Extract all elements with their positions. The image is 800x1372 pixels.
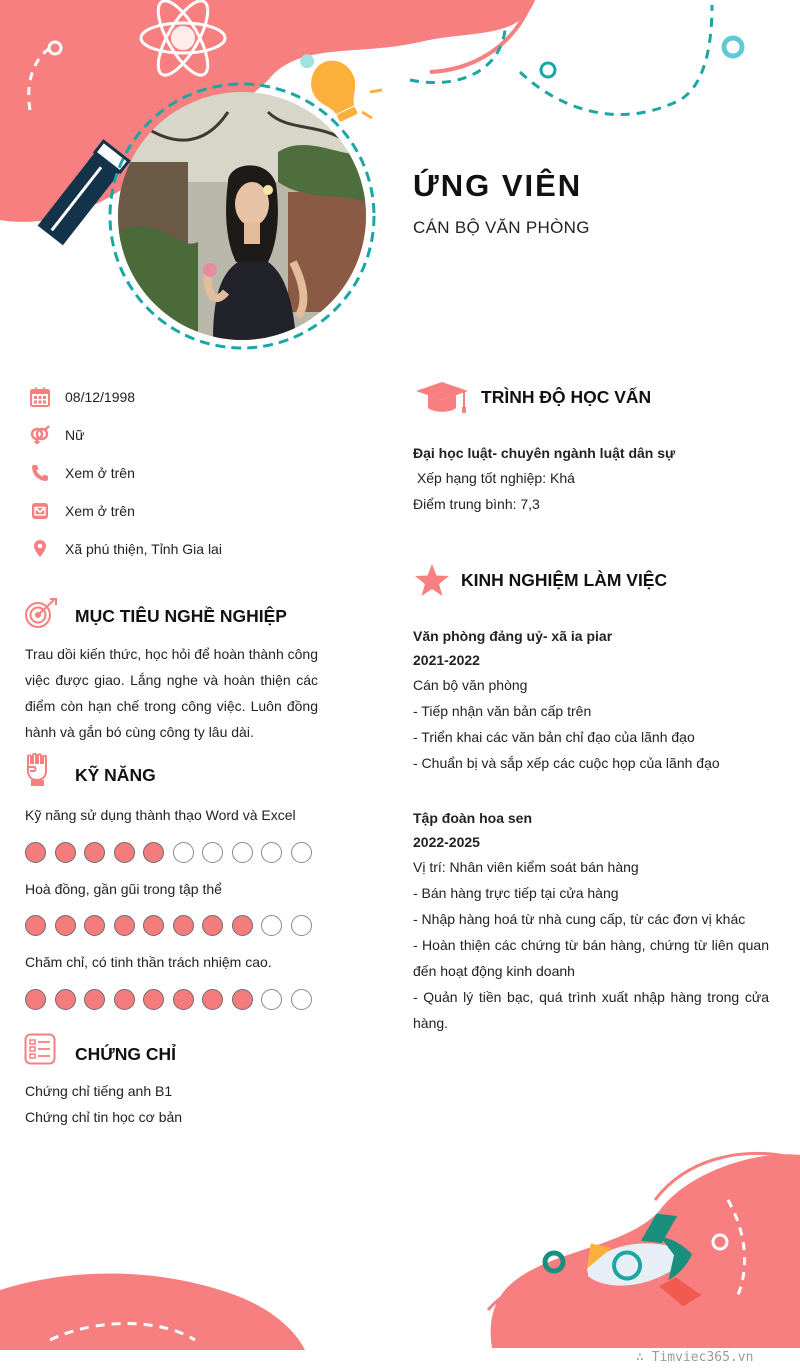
education-title: TRÌNH ĐỘ HỌC VẤN bbox=[481, 387, 652, 407]
rating-dot-filled bbox=[143, 842, 164, 863]
avatar bbox=[118, 92, 366, 340]
email-text: Xem ở trên bbox=[65, 503, 135, 519]
target-icon bbox=[24, 597, 58, 631]
rating-dot-filled bbox=[114, 915, 135, 936]
certificate-item: Chứng chỉ tiếng anh B1 bbox=[25, 1083, 173, 1099]
job-company: Tập đoàn hoa sen bbox=[413, 810, 533, 826]
certificates-title: CHỨNG CHỈ bbox=[75, 1044, 177, 1064]
watermark: ∴ Timviec365.vn bbox=[636, 1350, 754, 1365]
rating-dot-empty bbox=[261, 989, 282, 1010]
gender-icon bbox=[30, 425, 50, 445]
rating-dot-filled bbox=[25, 989, 46, 1010]
rating-dot-empty bbox=[202, 842, 223, 863]
email-icon bbox=[30, 501, 50, 521]
rating-dot-filled bbox=[84, 989, 105, 1010]
education-gpa: Điểm trung bình: 7,3 bbox=[413, 496, 540, 512]
rating-dot-empty bbox=[291, 989, 312, 1010]
job-period: 2021-2022 bbox=[413, 652, 480, 668]
job-duty: - Hoàn thiện các chứng từ bán hàng, chứng từ liên quan đến hoạt động kinh doanh bbox=[413, 937, 769, 979]
skill-label: Kỹ năng sử dụng thành thạo Word và Excel bbox=[25, 807, 296, 823]
skill-rating bbox=[25, 915, 312, 936]
rating-dot-filled bbox=[84, 915, 105, 936]
rating-dot-filled bbox=[232, 915, 253, 936]
rating-dot-filled bbox=[55, 842, 76, 863]
birthdate-text: 08/12/1998 bbox=[65, 389, 136, 405]
contact-phone bbox=[30, 461, 135, 485]
contact-email bbox=[30, 499, 135, 523]
education-rank: Xếp hạng tốt nghiệp: Khá bbox=[413, 470, 575, 486]
job-duty: - Triển khai các văn bản chỉ đạo của lãnh đạo bbox=[413, 729, 695, 745]
job-company: Văn phòng đảng uỷ- xã ia piar bbox=[413, 628, 613, 644]
job-duty: - Bán hàng trực tiếp tại cửa hàng bbox=[413, 885, 619, 901]
objective-text: Trau dồi kiến thức, học hỏi để hoàn thành công việc được giao. Lắng nghe và hoàn thiện các điểm còn hạn chế trong công việc. Luôn đồng hành và gắn bó cùng công ty lâu dài. bbox=[25, 646, 318, 740]
education-school: Đại học luật- chuyên ngành luật dân sự bbox=[413, 445, 676, 461]
rating-dot-filled bbox=[232, 989, 253, 1010]
rating-dot-filled bbox=[143, 989, 164, 1010]
rating-dot-filled bbox=[25, 842, 46, 863]
rating-dot-filled bbox=[173, 989, 194, 1010]
job-duty: - Quản lý tiền bạc, quá trình xuất nhập hàng trong cửa hàng. bbox=[413, 989, 769, 1031]
rating-dot-empty bbox=[291, 915, 312, 936]
skill-rating bbox=[25, 989, 312, 1010]
rating-dot-filled bbox=[114, 842, 135, 863]
address-text: Xã phú thiện, Tỉnh Gia lai bbox=[65, 541, 222, 557]
checklist-icon bbox=[24, 1033, 56, 1065]
rating-dot-empty bbox=[173, 842, 194, 863]
rating-dot-filled bbox=[55, 989, 76, 1010]
rating-dot-empty bbox=[261, 842, 282, 863]
fist-icon bbox=[24, 753, 50, 787]
phone-icon bbox=[30, 463, 50, 483]
rating-dot-filled bbox=[114, 989, 135, 1010]
contact-birthdate bbox=[30, 385, 136, 409]
skill-rating bbox=[25, 842, 312, 863]
calendar-icon bbox=[30, 387, 50, 407]
gender-text: Nữ bbox=[65, 427, 85, 443]
star-icon bbox=[414, 563, 450, 597]
contact-address bbox=[30, 537, 222, 561]
rating-dot-empty bbox=[261, 915, 282, 936]
rating-dot-filled bbox=[202, 989, 223, 1010]
candidate-name: ỨNG VIÊN bbox=[413, 168, 583, 203]
job-role: Vị trí: Nhân viên kiểm soát bán hàng bbox=[413, 859, 639, 875]
rating-dot-filled bbox=[55, 915, 76, 936]
graduation-cap-icon bbox=[414, 380, 470, 416]
phone-text: Xem ở trên bbox=[65, 465, 135, 481]
location-pin-icon bbox=[30, 539, 50, 559]
experience-title: KINH NGHIỆM LÀM VIỆC bbox=[461, 570, 668, 590]
skills-title: KỸ NĂNG bbox=[75, 765, 156, 785]
certificate-item: Chứng chỉ tin học cơ bản bbox=[25, 1109, 183, 1125]
candidate-position: CÁN BỘ VĂN PHÒNG bbox=[413, 218, 590, 237]
job-duty: - Chuẩn bị và sắp xếp các cuộc họp của lãnh đạo bbox=[413, 755, 720, 771]
job-duty: - Nhập hàng hoá từ nhà cung cấp, từ các đơn vị khác bbox=[413, 911, 746, 927]
skill-label: Chăm chỉ, có tinh thần trách nhiệm cao. bbox=[25, 954, 272, 970]
job-role: Cán bộ văn phòng bbox=[413, 677, 528, 693]
rating-dot-filled bbox=[173, 915, 194, 936]
job-duty: - Tiếp nhận văn bản cấp trên bbox=[413, 703, 592, 719]
objective-title: MỤC TIÊU NGHỀ NGHIỆP bbox=[75, 606, 287, 626]
job-period: 2022-2025 bbox=[413, 834, 480, 850]
skill-label: Hoà đồng, gần gũi trong tập thể bbox=[25, 881, 222, 897]
rating-dot-filled bbox=[143, 915, 164, 936]
contact-gender bbox=[30, 423, 85, 447]
rating-dot-filled bbox=[25, 915, 46, 936]
rating-dot-filled bbox=[84, 842, 105, 863]
rating-dot-empty bbox=[291, 842, 312, 863]
rating-dot-empty bbox=[232, 842, 253, 863]
rating-dot-filled bbox=[202, 915, 223, 936]
